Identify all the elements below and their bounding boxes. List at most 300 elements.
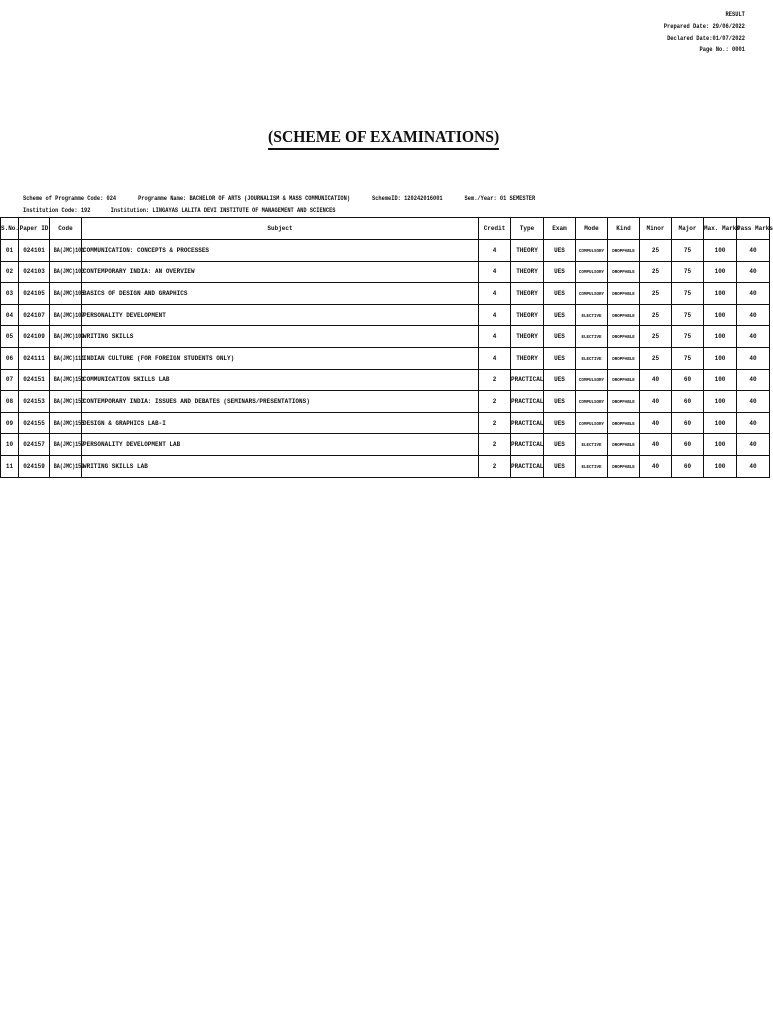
cell-max-marks-text: 100 xyxy=(714,246,726,254)
cell-paper-id-text: 024153 xyxy=(23,397,45,405)
cell-max-marks xyxy=(704,283,737,305)
cell-sno xyxy=(1,283,19,305)
cell-exam xyxy=(544,326,576,348)
cell-major xyxy=(672,261,704,283)
cell-sno-text: 08 xyxy=(5,397,14,405)
cell-subject xyxy=(82,434,479,456)
page-number: Page No.: 0001 xyxy=(699,46,745,54)
programme-info-line xyxy=(23,195,535,202)
cell-subject xyxy=(82,412,479,434)
cell-subject-text: WRITING SKILLS LAB xyxy=(83,462,148,470)
cell-major xyxy=(672,326,704,348)
cell-credit xyxy=(479,283,511,305)
cell-minor xyxy=(640,347,672,369)
cell-pass-marks-text: 40 xyxy=(749,462,757,470)
cell-mode-text: COMPULSORY xyxy=(578,292,605,297)
cell-sno-text: 06 xyxy=(5,354,14,362)
col-exam: Exam xyxy=(544,218,576,240)
cell-max-marks xyxy=(704,369,737,391)
cell-code xyxy=(50,240,85,262)
cell-max-marks xyxy=(704,326,737,348)
cell-major-text: 60 xyxy=(683,462,692,470)
cell-mode xyxy=(576,347,608,369)
cell-pass-marks xyxy=(737,347,770,369)
cell-credit-text: 4 xyxy=(492,311,497,319)
cell-credit-text: 2 xyxy=(492,441,497,449)
cell-mode-text: ELECTIVE xyxy=(581,444,602,449)
cell-minor xyxy=(640,369,672,391)
cell-paper-id-text: 024157 xyxy=(23,441,45,449)
cell-subject-text: CONTEMPORARY INDIA: AN OVERVIEW xyxy=(83,268,195,276)
cell-sno xyxy=(1,434,19,456)
cell-type xyxy=(511,391,544,413)
cell-credit xyxy=(479,412,511,434)
cell-credit-text: 2 xyxy=(492,397,497,405)
cell-code-text: BA(JMC)105 xyxy=(53,289,85,297)
cell-kind xyxy=(608,326,640,348)
cell-code-text: BA(JMC)157 xyxy=(53,441,85,449)
cell-kind-text: DROPPABLE xyxy=(612,465,635,470)
cell-major xyxy=(672,369,704,391)
cell-mode xyxy=(576,412,608,434)
cell-major-text: 75 xyxy=(683,268,692,276)
cell-paper-id xyxy=(19,283,50,305)
cell-credit xyxy=(479,391,511,413)
cell-subject xyxy=(82,304,479,326)
cell-subject xyxy=(82,326,479,348)
cell-code-text: BA(JMC)107 xyxy=(53,311,85,319)
cell-major-text: 60 xyxy=(683,397,692,405)
cell-exam-text: UES xyxy=(554,354,565,362)
cell-major-text: 75 xyxy=(683,333,692,341)
cell-major xyxy=(672,455,704,477)
cell-sno-text: 01 xyxy=(5,246,14,254)
cell-pass-marks-text: 40 xyxy=(749,289,757,297)
cell-minor xyxy=(640,240,672,262)
institution-name: Institution: LINGAYAS LALITA DEVI INSTITUTE OF MANAGEMENT AND SCIENCES xyxy=(110,207,336,214)
cell-pass-marks xyxy=(737,369,770,391)
cell-mode-text: ELECTIVE xyxy=(581,314,602,319)
table-body xyxy=(1,240,770,478)
cell-exam xyxy=(544,369,576,391)
document-header xyxy=(664,9,745,56)
cell-major-text: 75 xyxy=(683,289,692,297)
cell-pass-marks-text: 40 xyxy=(749,354,757,362)
cell-paper-id-text: 024101 xyxy=(23,246,45,254)
cell-code-text: BA(JMC)153 xyxy=(53,397,85,405)
cell-major xyxy=(672,304,704,326)
cell-paper-id-text: 024103 xyxy=(23,268,45,276)
col-subject: Subject xyxy=(82,218,479,240)
cell-credit xyxy=(479,304,511,326)
cell-exam-text: UES xyxy=(554,246,565,254)
cell-type-text: PRACTICAL xyxy=(511,397,544,405)
cell-paper-id-text: 024105 xyxy=(23,289,45,297)
cell-paper-id-text: 024111 xyxy=(23,354,45,362)
cell-credit xyxy=(479,261,511,283)
cell-minor-text: 25 xyxy=(651,246,660,254)
cell-credit xyxy=(479,240,511,262)
cell-major-text: 75 xyxy=(683,311,692,319)
cell-exam-text: UES xyxy=(554,289,565,297)
cell-exam-text: UES xyxy=(554,419,565,427)
cell-subject xyxy=(82,261,479,283)
cell-pass-marks xyxy=(737,240,770,262)
cell-exam-text: UES xyxy=(554,397,565,405)
cell-credit-text: 4 xyxy=(492,354,497,362)
cell-subject-text: WRITING SKILLS xyxy=(83,333,134,341)
cell-kind-text: DROPPABLE xyxy=(612,400,635,405)
table-row xyxy=(1,261,770,283)
cell-mode-text: COMPULSORY xyxy=(578,400,605,405)
cell-sno-text: 10 xyxy=(5,441,14,449)
cell-exam xyxy=(544,347,576,369)
table-row xyxy=(1,412,770,434)
cell-sno xyxy=(1,304,19,326)
cell-credit xyxy=(479,455,511,477)
cell-paper-id xyxy=(19,455,50,477)
cell-mode-text: ELECTIVE xyxy=(581,465,602,470)
cell-max-marks-text: 100 xyxy=(714,419,726,427)
cell-credit-text: 2 xyxy=(492,462,497,470)
cell-paper-id xyxy=(19,304,50,326)
cell-type-text: PRACTICAL xyxy=(511,441,544,449)
cell-pass-marks-text: 40 xyxy=(749,268,757,276)
result-label: RESULT xyxy=(725,11,745,18)
cell-exam-text: UES xyxy=(554,268,565,276)
cell-major xyxy=(672,240,704,262)
institution-info-line xyxy=(23,207,336,214)
cell-pass-marks xyxy=(737,455,770,477)
cell-kind-text: DROPPABLE xyxy=(612,336,635,341)
cell-pass-marks xyxy=(737,391,770,413)
cell-max-marks xyxy=(704,391,737,413)
cell-major xyxy=(672,347,704,369)
cell-max-marks-text: 100 xyxy=(714,354,726,362)
cell-exam xyxy=(544,412,576,434)
cell-paper-id xyxy=(19,369,50,391)
cell-subject-text: BASICS OF DESIGN AND GRAPHICS xyxy=(83,289,188,297)
cell-kind-text: DROPPABLE xyxy=(612,292,635,297)
cell-mode-text: COMPULSORY xyxy=(578,379,605,384)
cell-exam xyxy=(544,304,576,326)
cell-kind-text: DROPPABLE xyxy=(612,314,635,319)
cell-subject xyxy=(82,347,479,369)
cell-mode xyxy=(576,261,608,283)
cell-minor-text: 40 xyxy=(651,462,660,470)
table-header-row xyxy=(1,218,770,240)
cell-pass-marks xyxy=(737,412,770,434)
cell-pass-marks-text: 40 xyxy=(749,419,757,427)
cell-pass-marks xyxy=(737,326,770,348)
cell-type-text: PRACTICAL xyxy=(511,376,544,384)
table-row xyxy=(1,283,770,305)
cell-exam-text: UES xyxy=(554,462,565,470)
cell-max-marks xyxy=(704,261,737,283)
cell-exam xyxy=(544,261,576,283)
cell-exam-text: UES xyxy=(554,333,565,341)
cell-minor-text: 25 xyxy=(651,333,660,341)
cell-pass-marks-text: 40 xyxy=(749,311,757,319)
cell-mode-text: ELECTIVE xyxy=(581,336,602,341)
sem-year: Sem./Year: 01 SEMESTER xyxy=(464,195,536,202)
cell-subject-text: COMMUNICATION SKILLS LAB xyxy=(83,376,170,384)
cell-mode-text: COMPULSORY xyxy=(578,249,605,254)
cell-paper-id-text: 024155 xyxy=(23,419,45,427)
cell-max-marks-text: 100 xyxy=(714,289,726,297)
cell-subject-text: COMMUNICATION: CONCEPTS & PROCESSES xyxy=(83,246,210,254)
cell-paper-id-text: 024159 xyxy=(23,462,45,470)
cell-sno-text: 02 xyxy=(5,268,14,276)
col-sno: S.No. xyxy=(1,218,19,240)
col-kind: Kind xyxy=(608,218,640,240)
cell-max-marks-text: 100 xyxy=(714,333,726,341)
cell-credit-text: 2 xyxy=(492,376,497,384)
col-credit: Credit xyxy=(479,218,511,240)
cell-code xyxy=(50,261,85,283)
cell-sno-text: 05 xyxy=(5,333,14,341)
col-paper-id: Paper ID xyxy=(19,218,50,240)
cell-minor xyxy=(640,304,672,326)
cell-subject xyxy=(82,240,479,262)
cell-sno xyxy=(1,412,19,434)
cell-paper-id-text: 024107 xyxy=(23,311,45,319)
cell-exam-text: UES xyxy=(554,441,565,449)
cell-major xyxy=(672,283,704,305)
cell-pass-marks xyxy=(737,283,770,305)
col-minor: Minor xyxy=(640,218,672,240)
cell-type xyxy=(511,240,544,262)
page-title-container xyxy=(0,127,768,150)
cell-paper-id xyxy=(19,326,50,348)
cell-kind xyxy=(608,391,640,413)
cell-subject xyxy=(82,391,479,413)
col-type: Type xyxy=(511,218,544,240)
col-mode: Mode xyxy=(576,218,608,240)
cell-minor-text: 40 xyxy=(651,376,660,384)
cell-minor-text: 40 xyxy=(651,397,660,405)
cell-paper-id xyxy=(19,261,50,283)
cell-max-marks-text: 100 xyxy=(714,441,726,449)
cell-kind xyxy=(608,455,640,477)
cell-minor-text: 25 xyxy=(651,311,660,319)
cell-max-marks xyxy=(704,434,737,456)
table-row xyxy=(1,434,770,456)
cell-major xyxy=(672,391,704,413)
cell-paper-id xyxy=(19,347,50,369)
col-max-marks: Max. Marks xyxy=(704,218,737,240)
cell-type-text: THEORY xyxy=(516,289,538,297)
cell-mode xyxy=(576,369,608,391)
cell-mode xyxy=(576,391,608,413)
programme-code: Scheme of Programme Code: 024 xyxy=(23,195,117,202)
cell-paper-id xyxy=(19,240,50,262)
cell-subject-text: DESIGN & GRAPHICS LAB-I xyxy=(83,419,166,427)
cell-code xyxy=(50,347,85,369)
table-row xyxy=(1,304,770,326)
cell-code-text: BA(JMC)111 xyxy=(53,354,85,362)
cell-type xyxy=(511,412,544,434)
cell-major-text: 75 xyxy=(683,246,692,254)
cell-major-text: 60 xyxy=(683,441,692,449)
col-major: Major xyxy=(672,218,704,240)
prepared-date: Prepared Date: 29/06/2022 xyxy=(663,22,745,30)
cell-credit-text: 4 xyxy=(492,246,497,254)
page-title: (SCHEME OF EXAMINATIONS) xyxy=(268,127,499,150)
table-row xyxy=(1,391,770,413)
cell-paper-id xyxy=(19,391,50,413)
programme-name: Programme Name: BACHELOR OF ARTS (JOURNALISM & MASS COMMUNICATION) xyxy=(138,195,351,202)
cell-kind xyxy=(608,347,640,369)
cell-code xyxy=(50,391,85,413)
cell-subject xyxy=(82,283,479,305)
cell-sno-text: 09 xyxy=(5,419,14,427)
cell-kind-text: DROPPABLE xyxy=(612,357,635,362)
cell-kind xyxy=(608,412,640,434)
cell-mode-text: COMPULSORY xyxy=(578,422,605,427)
cell-kind xyxy=(608,434,640,456)
cell-type xyxy=(511,369,544,391)
cell-kind xyxy=(608,369,640,391)
cell-subject xyxy=(82,455,479,477)
cell-major xyxy=(672,412,704,434)
institution-code: Institution Code: 192 xyxy=(23,207,91,214)
cell-sno xyxy=(1,347,19,369)
cell-type-text: THEORY xyxy=(516,354,538,362)
cell-code-text: BA(JMC)151 xyxy=(53,376,85,384)
cell-credit xyxy=(479,347,511,369)
cell-sno-text: 07 xyxy=(5,376,14,384)
cell-mode xyxy=(576,326,608,348)
cell-max-marks xyxy=(704,240,737,262)
cell-sno xyxy=(1,261,19,283)
cell-sno-text: 11 xyxy=(5,462,14,470)
cell-minor xyxy=(640,261,672,283)
table-row xyxy=(1,455,770,477)
cell-code xyxy=(50,326,85,348)
cell-sno-text: 03 xyxy=(5,289,14,297)
cell-kind xyxy=(608,283,640,305)
cell-code xyxy=(50,369,85,391)
cell-type xyxy=(511,304,544,326)
cell-subject xyxy=(82,369,479,391)
cell-type xyxy=(511,261,544,283)
cell-exam xyxy=(544,240,576,262)
cell-minor-text: 25 xyxy=(651,354,660,362)
cell-pass-marks-text: 40 xyxy=(749,246,757,254)
cell-kind-text: DROPPABLE xyxy=(612,379,635,384)
cell-type xyxy=(511,434,544,456)
cell-major-text: 60 xyxy=(683,376,692,384)
cell-minor-text: 40 xyxy=(651,419,660,427)
cell-exam-text: UES xyxy=(554,376,565,384)
cell-minor xyxy=(640,455,672,477)
cell-max-marks-text: 100 xyxy=(714,376,726,384)
cell-paper-id xyxy=(19,412,50,434)
cell-kind xyxy=(608,304,640,326)
cell-minor xyxy=(640,434,672,456)
declared-date: Declared Date:01/07/2022 xyxy=(667,34,745,42)
cell-sno xyxy=(1,369,19,391)
cell-max-marks-text: 100 xyxy=(714,268,726,276)
cell-code-text: BA(JMC)109 xyxy=(53,333,85,341)
cell-credit-text: 2 xyxy=(492,419,497,427)
cell-code xyxy=(50,455,85,477)
cell-code xyxy=(50,412,85,434)
cell-type-text: PRACTICAL xyxy=(511,419,544,427)
cell-exam xyxy=(544,391,576,413)
table-row xyxy=(1,369,770,391)
cell-mode xyxy=(576,455,608,477)
cell-minor-text: 40 xyxy=(651,441,660,449)
col-pass-marks: Pass Marks xyxy=(737,218,770,240)
cell-max-marks xyxy=(704,304,737,326)
cell-credit-text: 4 xyxy=(492,268,497,276)
cell-max-marks xyxy=(704,347,737,369)
table-row xyxy=(1,326,770,348)
cell-code-text: BA(JMC)101 xyxy=(53,246,85,254)
cell-code-text: BA(JMC)103 xyxy=(53,268,85,276)
cell-exam-text: UES xyxy=(554,311,565,319)
cell-kind-text: DROPPABLE xyxy=(612,422,635,427)
cell-mode xyxy=(576,283,608,305)
cell-minor-text: 25 xyxy=(651,289,660,297)
cell-mode xyxy=(576,240,608,262)
scheme-id: SchemeID: 120242016001 xyxy=(371,195,443,202)
cell-credit-text: 4 xyxy=(492,333,497,341)
cell-exam xyxy=(544,455,576,477)
cell-max-marks-text: 100 xyxy=(714,462,726,470)
cell-type-text: THEORY xyxy=(516,333,538,341)
cell-max-marks-text: 100 xyxy=(714,397,726,405)
cell-type xyxy=(511,283,544,305)
cell-max-marks-text: 100 xyxy=(714,311,726,319)
cell-subject-text: PERSONALITY DEVELOPMENT LAB xyxy=(83,441,181,449)
cell-subject-text: CONTEMPORARY INDIA: ISSUES AND DEBATES (SEMINARS/PRESENTATIONS) xyxy=(83,397,310,405)
cell-type xyxy=(511,455,544,477)
cell-credit xyxy=(479,434,511,456)
cell-minor xyxy=(640,326,672,348)
cell-type-text: THEORY xyxy=(516,246,538,254)
cell-sno xyxy=(1,391,19,413)
cell-kind-text: DROPPABLE xyxy=(612,271,635,276)
cell-minor xyxy=(640,391,672,413)
cell-type xyxy=(511,326,544,348)
cell-paper-id-text: 024109 xyxy=(23,333,45,341)
cell-exam xyxy=(544,283,576,305)
cell-kind-text: DROPPABLE xyxy=(612,444,635,449)
cell-code xyxy=(50,283,85,305)
cell-sno xyxy=(1,455,19,477)
cell-code xyxy=(50,304,85,326)
cell-sno xyxy=(1,240,19,262)
cell-subject-text: PERSONALITY DEVELOPMENT xyxy=(83,311,166,319)
cell-pass-marks-text: 40 xyxy=(749,333,757,341)
cell-type xyxy=(511,347,544,369)
table-row xyxy=(1,347,770,369)
cell-paper-id xyxy=(19,434,50,456)
cell-pass-marks xyxy=(737,434,770,456)
cell-sno xyxy=(1,326,19,348)
cell-minor-text: 25 xyxy=(651,268,660,276)
cell-kind xyxy=(608,261,640,283)
cell-mode xyxy=(576,304,608,326)
scheme-table xyxy=(0,217,773,478)
cell-pass-marks xyxy=(737,261,770,283)
cell-credit xyxy=(479,369,511,391)
cell-subject-text: INDIAN CULTURE (FOR FOREIGN STUDENTS ONLY) xyxy=(83,354,235,362)
cell-credit-text: 4 xyxy=(492,289,497,297)
